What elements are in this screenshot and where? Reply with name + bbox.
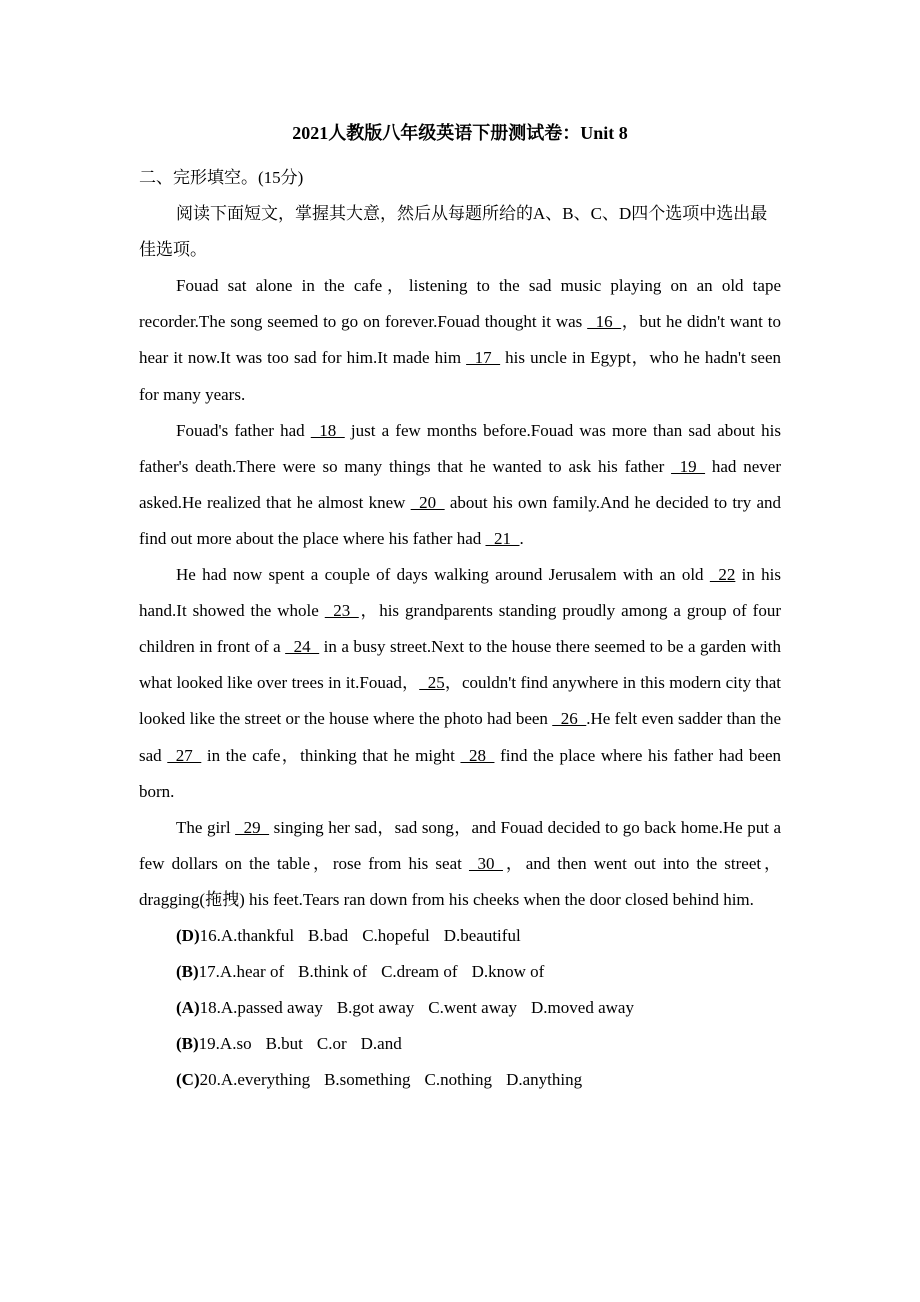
passage-text: ，but he didn't want to hear it now.It was too sad for him.It made him xyxy=(139,312,781,368)
passage-text: .He felt even sadder than the sad xyxy=(139,709,781,765)
blank-24: 24 xyxy=(285,637,320,657)
blank-16: 16 xyxy=(587,312,622,332)
option-c: C.dream of xyxy=(381,962,458,982)
option-a: A.thankful xyxy=(220,925,295,945)
question-number: 17. xyxy=(198,962,220,982)
passage-paragraph-2 xyxy=(139,413,781,557)
answer-key: (D) xyxy=(176,925,200,945)
blank-22: 22 xyxy=(709,565,736,585)
question-row-17 xyxy=(176,954,781,990)
option-b: B.but xyxy=(265,1034,303,1054)
option-c: C.nothing xyxy=(424,1070,493,1090)
passage-text: . xyxy=(519,528,524,548)
blank-29: 29 xyxy=(235,817,270,837)
question-row-19 xyxy=(176,1026,781,1062)
question-number: 18. xyxy=(199,998,221,1018)
page-title: 2021人教版八年级英语下册测试卷：Unit 8 xyxy=(292,123,628,143)
option-b: B.bad xyxy=(308,925,349,945)
blank-23: 23 xyxy=(324,601,359,621)
question-row-16 xyxy=(176,918,781,954)
question-row-18 xyxy=(176,990,781,1026)
answer-key: (B) xyxy=(176,1034,199,1054)
blank-19: 19 xyxy=(671,456,706,476)
option-b: B.think of xyxy=(298,962,368,982)
option-a: A.hear of xyxy=(219,962,285,982)
blank-20: 20 xyxy=(410,492,445,512)
question-number: 19. xyxy=(198,1034,220,1054)
option-b: B.got away xyxy=(336,998,415,1018)
document-body xyxy=(139,160,781,1098)
passage-text: The girl xyxy=(176,817,236,837)
blank-17: 17 xyxy=(466,348,501,368)
question-number: 20. xyxy=(199,1070,221,1090)
passage-paragraph-1 xyxy=(139,268,781,412)
option-d: D.anything xyxy=(506,1070,583,1090)
option-b: B.something xyxy=(324,1070,411,1090)
instructions: 阅读下面短文，掌握其大意，然后从每题所给的A、B、C、D四个选项中选出最佳选项。 xyxy=(139,204,768,260)
passage-text: in a busy street.Next to the house there seemed to be a garden with what looked like over trees in it.Fouad， xyxy=(139,637,781,693)
option-d: D.know of xyxy=(471,962,545,982)
passage-text: about his own family.And he decided to try and find out more about the place where his father had xyxy=(139,492,781,548)
blank-27: 27 xyxy=(167,745,202,765)
passage-text: ，couldn't find anywhere in this modern city that looked like the street or the house where the photo had been xyxy=(139,673,781,729)
blank-25: 25 xyxy=(419,673,445,693)
passage-text: singing her sad，sad song，and Fouad decided to go back home.He put a few dollars on the table，rose from his seat xyxy=(139,817,781,873)
passage-paragraph-3 xyxy=(139,557,781,810)
option-a: A.everything xyxy=(220,1070,311,1090)
question-options xyxy=(139,918,781,1098)
blank-18: 18 xyxy=(310,420,345,440)
option-d: D.and xyxy=(360,1034,402,1054)
answer-key: (C) xyxy=(176,1070,200,1090)
option-d: D.moved away xyxy=(531,998,634,1018)
option-a: A.passed away xyxy=(220,998,323,1018)
passage-paragraph-4 xyxy=(139,810,781,918)
answer-key: (A) xyxy=(176,998,200,1018)
passage-text: He had now spent a couple of days walking around Jerusalem with an old xyxy=(176,565,710,585)
option-c: C.or xyxy=(316,1034,347,1054)
answer-key: (B) xyxy=(176,962,199,982)
passage-text: in the cafe，thinking that he might xyxy=(201,745,461,765)
blank-21: 21 xyxy=(485,528,520,548)
passage-text: had never asked.He realized that he almost knew xyxy=(139,456,781,512)
option-d: D.beautiful xyxy=(443,925,521,945)
section-heading: 二、完形填空。(15分) xyxy=(139,168,304,187)
blank-30: 30 xyxy=(468,853,503,873)
passage-text: Fouad sat alone in the cafe，listening to the sad music playing on an old tape recorder.The song seemed to go on forever.Fouad thought it was xyxy=(139,276,781,332)
passage-text: just a few months before.Fouad was more than sad about his father's death.There were so many things that he wanted to ask his father xyxy=(139,420,781,476)
question-row-20 xyxy=(176,1062,781,1098)
passage-text: ，and then went out into the street，dragging(拖拽) his feet.Tears ran down from his cheeks when the door closed behind him. xyxy=(139,853,781,909)
passage-text: ，his grandparents standing proudly among a group of four children in front of a xyxy=(139,601,781,657)
option-c: C.went away xyxy=(428,998,518,1018)
passage-text: his uncle in Egypt，who he hadn't seen for many years. xyxy=(139,348,782,404)
passage-text: in his hand.It showed the whole xyxy=(139,565,782,621)
option-a: A.so xyxy=(219,1034,252,1054)
blank-26: 26 xyxy=(552,709,587,729)
passage-text: Fouad's father had xyxy=(176,420,311,440)
question-number: 16. xyxy=(199,925,221,945)
passage-text: find the place where his father had been born. xyxy=(139,745,781,801)
option-c: C.hopeful xyxy=(362,925,430,945)
blank-28: 28 xyxy=(460,745,495,765)
